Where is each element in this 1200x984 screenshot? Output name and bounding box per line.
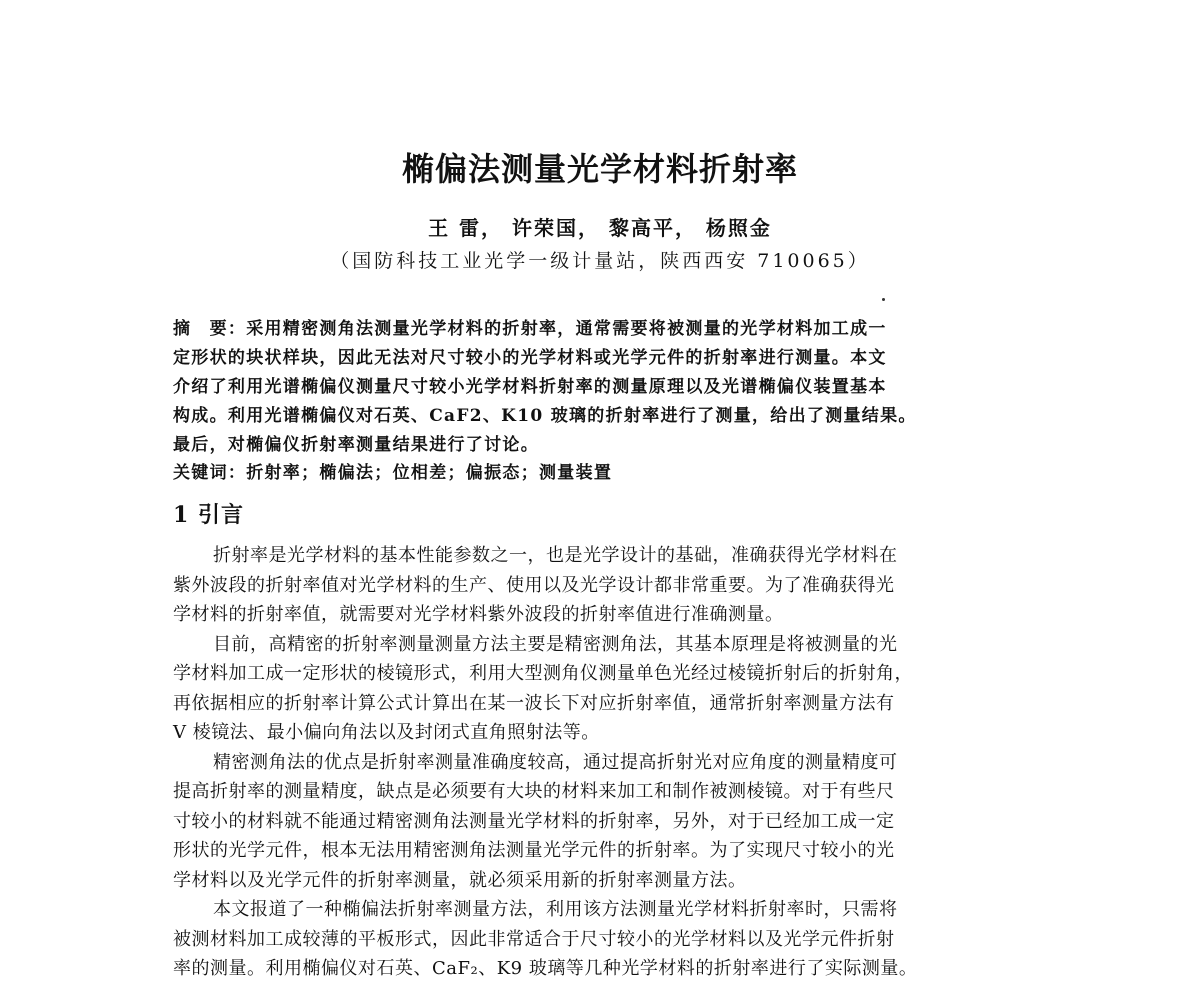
abstract-line: 构成。利用光谱椭偏仪对石英、CaF2、K10 玻璃的折射率进行了测量，给出了测量结果。 xyxy=(173,406,917,426)
abstract-line: 介绍了利用光谱椭偏仪测量尺寸较小光学材料折射率的测量原理以及光谱椭偏仪装置基本 xyxy=(173,377,887,397)
body-line: 被测材料加工成较薄的平板形式，因此非常适合于尺寸较小的光学材料以及光学元件折射 xyxy=(173,928,895,950)
keywords: 关键词：折射率；椭偏法；位相差；偏振态；测量装置 xyxy=(173,463,613,483)
abstract-line: 定形状的块状样块，因此无法对尺寸较小的光学材料或光学元件的折射率进行测量。本文 xyxy=(173,348,887,368)
paper-title: 椭偏法测量光学材料折射率 xyxy=(401,150,798,188)
body-line: 学材料的折射率值，就需要对光学材料紫外波段的折射率值进行准确测量。 xyxy=(173,604,784,625)
body-line: 目前，高精密的折射率测量测量方法主要是精密测角法，其基本原理是将被测量的光 xyxy=(213,633,898,655)
body-line: 学材料以及光学元件的折射率测量，就必须采用新的折射率测量方法。 xyxy=(173,869,747,891)
speck-mark xyxy=(882,298,885,301)
body-text xyxy=(173,541,1005,984)
abstract xyxy=(173,315,1003,460)
body-line: 本文报道了一种椭偏法折射率测量方法，利用该方法测量光学材料折射率时，只需将 xyxy=(213,899,898,920)
body-line: 形状的光学元件，根本无法用精密测角法测量光学元件的折射率。为了实现尺寸较小的光 xyxy=(173,840,895,861)
body-line: 寸较小的材料就不能通过精密测角法测量光学材料的折射率，另外，对于已经加工成一定 xyxy=(173,810,895,832)
section-heading: 1 引言 xyxy=(173,502,244,528)
affiliation: （国防科技工业光学一级计量站，陕西西安 710065） xyxy=(330,250,870,272)
abstract-line: 最后，对椭偏仪折射率测量结果进行了讨论。 xyxy=(173,435,539,455)
body-line: 再依据相应的折射率计算公式计算出在某一波长下对应折射率值，通常折射率测量方法有 xyxy=(173,692,895,714)
body-line: 精密测角法的优点是折射率测量准确度较高，通过提高折射光对应角度的测量精度可 xyxy=(213,751,898,773)
body-line: 紫外波段的折射率值对光学材料的生产、使用以及光学设计都非常重要。为了准确获得光 xyxy=(173,574,895,596)
author-list: 王 雷， 许荣国， 黎高平， 杨照金 xyxy=(428,216,772,240)
body-line: 学材料加工成一定形状的棱镜形式，利用大型测角仪测量单色光经过棱镜折射后的折射角， xyxy=(173,663,913,684)
abstract-line: 摘 要：采用精密测角法测量光学材料的折射率，通常需要将被测量的光学材料加工成一 xyxy=(173,319,887,339)
body-line: 折射率是光学材料的基本性能参数之一，也是光学设计的基础，准确获得光学材料在 xyxy=(213,545,898,566)
body-line: 率的测量。利用椭偏仪对石英、CaF₂、K9 玻璃等几种光学材料的折射率进行了实际测量。 xyxy=(173,958,918,979)
body-line: V 棱镜法、最小偏向角法以及封闭式直角照射法等。 xyxy=(173,722,600,743)
body-line: 提高折射率的测量精度，缺点是必须要有大块的材料来加工和制作被测棱镜。对于有些尺 xyxy=(173,781,895,802)
